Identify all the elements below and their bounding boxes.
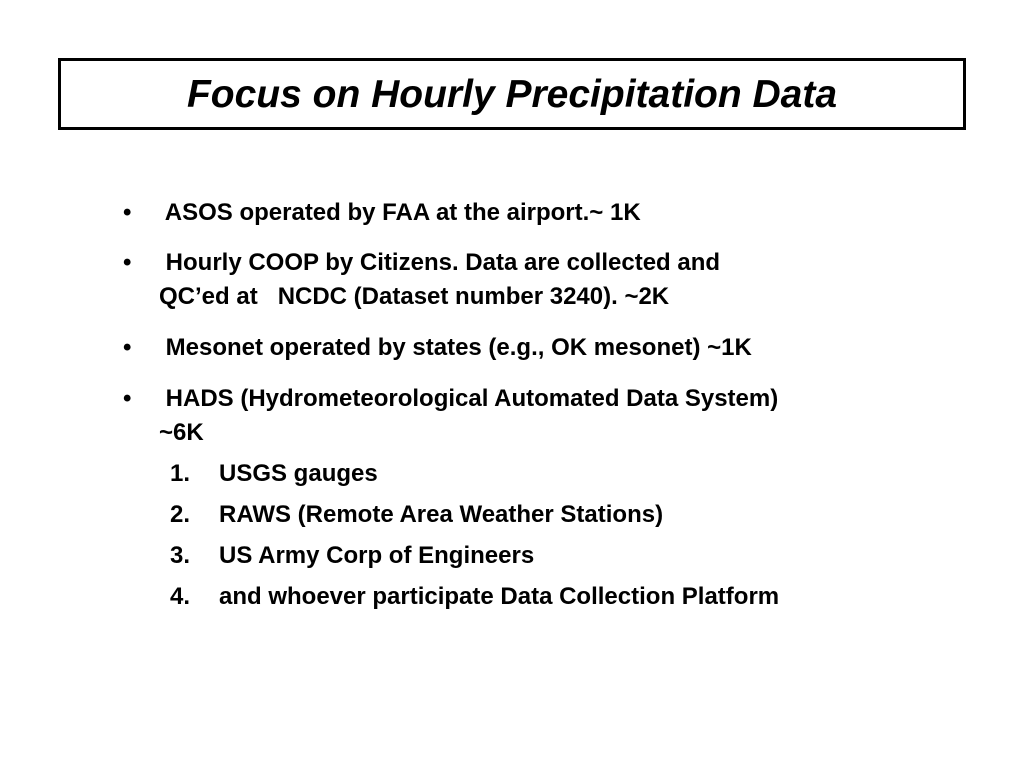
bullet-marker: • [123, 249, 132, 276]
bullet-text: Mesonet operated by states (e.g., OK mesonet) ~1K [159, 334, 752, 361]
item-number: 4. [170, 583, 191, 610]
bullet-text: ASOS operated by FAA at the airport.~ 1K [159, 199, 641, 226]
item-text: RAWS (Remote Area Weather Stations) [219, 501, 664, 528]
item-number: 2. [170, 501, 191, 528]
item-text: and whoever participate Data Collection Platform [219, 583, 780, 610]
slide-title: Focus on Hourly Precipitation Data [186, 72, 838, 116]
bullet-text: QC’ed at NCDC (Dataset number 3240). ~2K [159, 283, 670, 310]
bullet-marker: • [123, 334, 132, 361]
item-number: 1. [170, 460, 191, 487]
item-text: USGS gauges [219, 460, 378, 487]
item-number: 3. [170, 542, 191, 569]
bullet-text: HADS (Hydrometeorological Automated Data System) [159, 385, 779, 412]
bullet-marker: • [123, 385, 132, 412]
item-text: US Army Corp of Engineers [219, 542, 535, 569]
bullet-marker: • [123, 199, 132, 226]
title-box [58, 58, 966, 130]
bullet-text: ~6K [159, 419, 204, 446]
bullet-text: Hourly COOP by Citizens. Data are collected and [159, 249, 721, 276]
